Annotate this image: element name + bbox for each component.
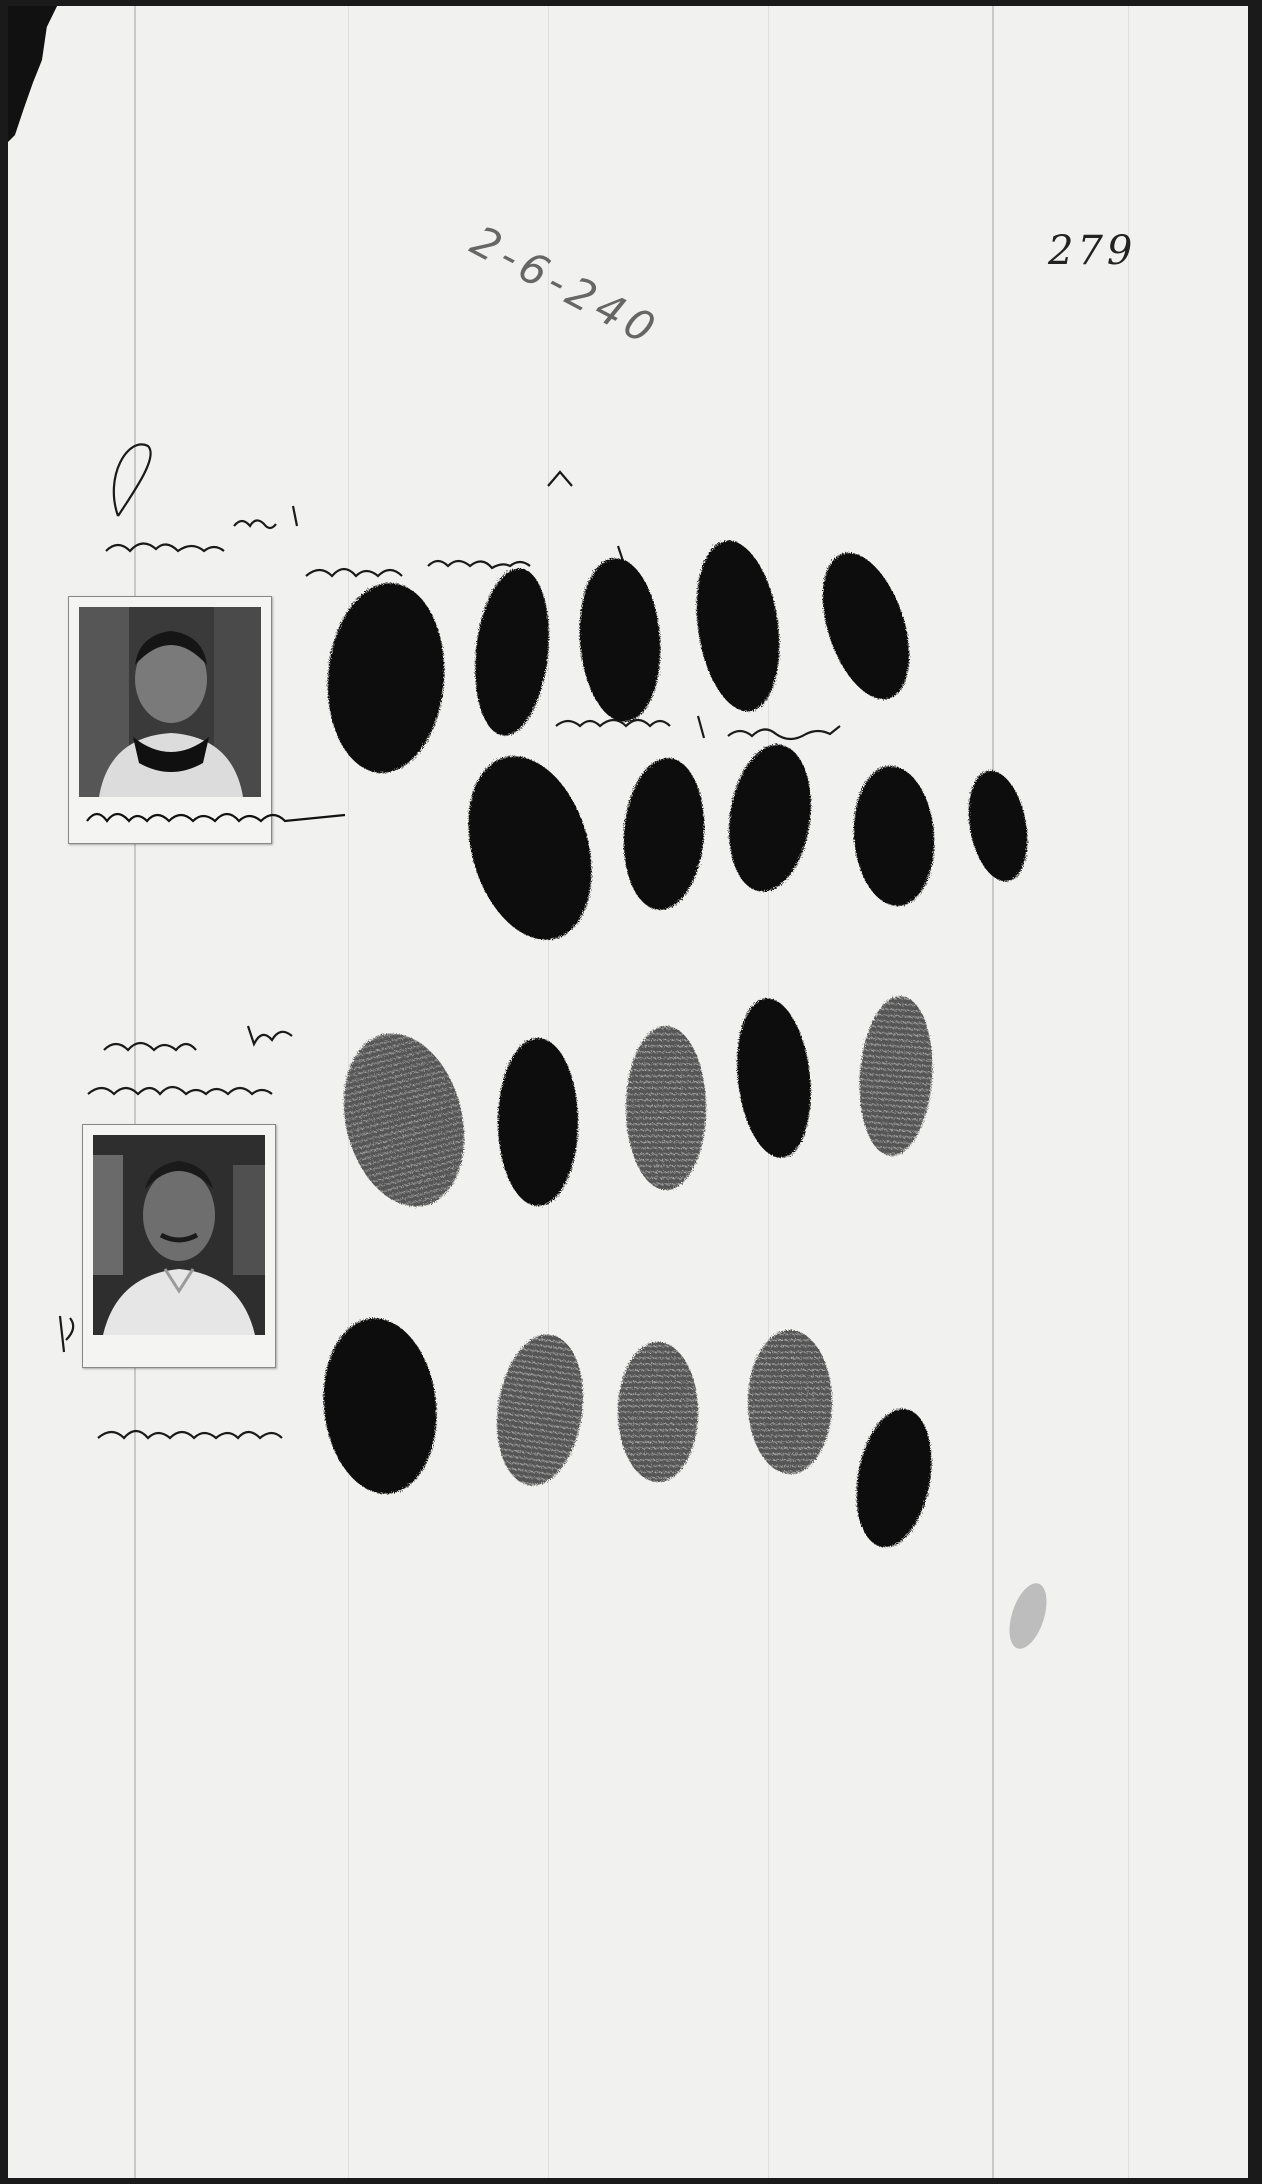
fingerprint <box>467 565 556 740</box>
fingerprint <box>720 739 820 897</box>
fingerprint <box>730 995 818 1162</box>
person-1-portrait <box>79 607 261 797</box>
fingerprint <box>498 1038 578 1206</box>
fingerprint-sheet <box>8 6 1248 2178</box>
fingerprint <box>574 555 665 724</box>
fingerprint <box>326 1021 481 1220</box>
fingerprint <box>322 579 451 777</box>
person-1-prints-row-1 <box>322 535 926 777</box>
person-1-photo <box>68 596 272 844</box>
fingerprint <box>618 1342 698 1482</box>
signature-ink <box>83 801 383 831</box>
person-1-prints-row-2 <box>448 739 1035 954</box>
register-page <box>8 6 1248 2178</box>
person-2-portrait <box>93 1135 265 1335</box>
fingerprint <box>849 763 939 908</box>
fingerprint <box>619 755 709 912</box>
fingerprint <box>626 1026 706 1190</box>
person-1-signature <box>83 801 383 836</box>
portrait-image <box>79 607 261 797</box>
fingerprint <box>806 542 925 710</box>
fingerprint <box>488 1329 592 1491</box>
fingerprint <box>315 1313 445 1500</box>
person-2-prints-row-2 <box>315 1313 942 1554</box>
person-2-prints-row-1 <box>326 994 937 1220</box>
fingerprint <box>748 1330 832 1474</box>
fingerprint <box>686 535 789 716</box>
pencil-date: 2-6-240 <box>462 216 668 356</box>
person-2-photo <box>82 1124 276 1368</box>
page-number: 279 <box>1048 228 1137 274</box>
portrait-image <box>93 1135 265 1335</box>
fingerprint <box>855 994 938 1159</box>
fingerprint <box>448 742 611 955</box>
fingerprint <box>961 766 1036 886</box>
ink-smudge <box>1002 1579 1053 1654</box>
fingerprint <box>846 1403 941 1553</box>
